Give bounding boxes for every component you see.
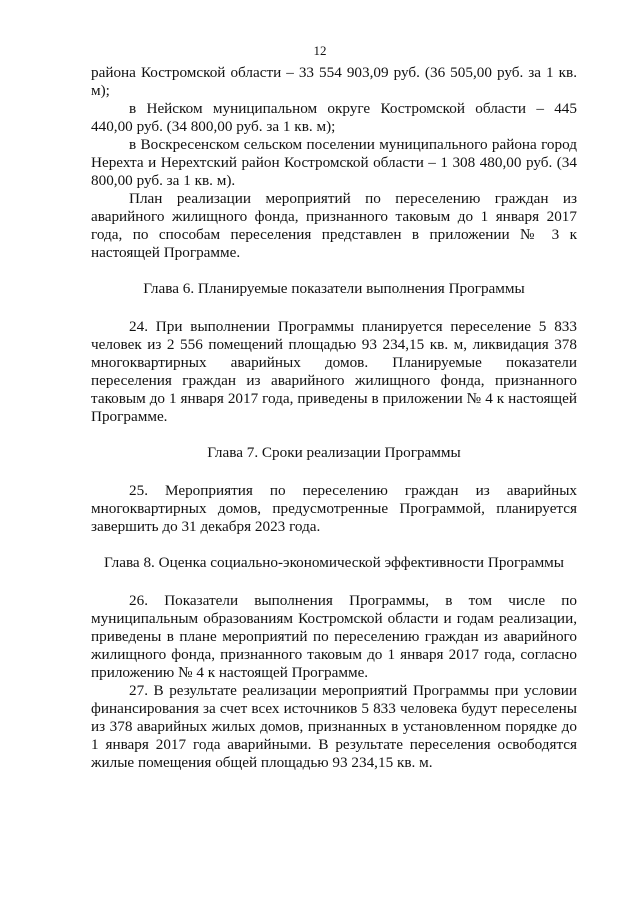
paragraph-neisky-district: в Нейском муниципальном округе Костромской области – 445 440,00 руб. (34 800,00 руб. за 1 кв. м); xyxy=(91,100,577,135)
chapter-6-heading: Глава 6. Планируемые показатели выполнения Программы xyxy=(143,280,525,297)
paragraph-26: 26. Показатели выполнения Программы, в том числе по муниципальным образованиям Костромской области и годам реализации, приведены в плане мероприятий по переселению граждан из аварийного жилищного фонда, признанного таковым до 1 января 2017 года, согласно приложению № 4 к настоящей Программе. xyxy=(91,592,577,681)
chapter-7-heading: Глава 7. Сроки реализации Программы xyxy=(207,444,461,461)
page-content xyxy=(91,64,577,772)
paragraph-voskresensky-settlement: в Воскресенском сельском поселении муниципального района город Нерехта и Нерехтский район Костромской области – 1 308 480,00 руб. (34 800,00 руб. за 1 кв. м). xyxy=(91,136,577,189)
paragraph-25: 25. Мероприятия по переселению граждан из аварийных многоквартирных домов, предусмотренные Программой, планируется завершить до 31 декабря 2023 года. xyxy=(91,482,577,535)
paragraph-continuation: района Костромской области – 33 554 903,09 руб. (36 505,00 руб. за 1 кв. м); xyxy=(91,64,577,99)
paragraph-24: 24. При выполнении Программы планируется переселение 5 833 человек из 2 556 помещений площадью 93 234,15 кв. м, ликвидация 378 многоквартирных аварийных домов. Планируемые показатели переселения граждан из аварийного жилищного фонда, признанного таковым до 1 января 2017 года, приведены в приложении № 4 к настоящей Программе. xyxy=(91,318,577,425)
page-number: 12 xyxy=(313,43,327,58)
paragraph-27: 27. В результате реализации мероприятий Программы при условии финансирования за счет всех источников 5 833 человека будут переселены из 378 аварийных жилых домов, признанных в установленном порядке до 1 января 2017 года аварийными. В результате переселения освободятся жилые помещения общей площадью 93 234,15 кв. м. xyxy=(91,682,577,771)
chapter-8-heading: Глава 8. Оценка социально-экономической эффективности Программы xyxy=(104,554,564,571)
paragraph-relocation-plan: План реализации мероприятий по переселению граждан из аварийного жилищного фонда, признанного таковым до 1 января 2017 года, по способам переселения представлен в приложении № 3 к настоящей Программе. xyxy=(91,190,577,261)
